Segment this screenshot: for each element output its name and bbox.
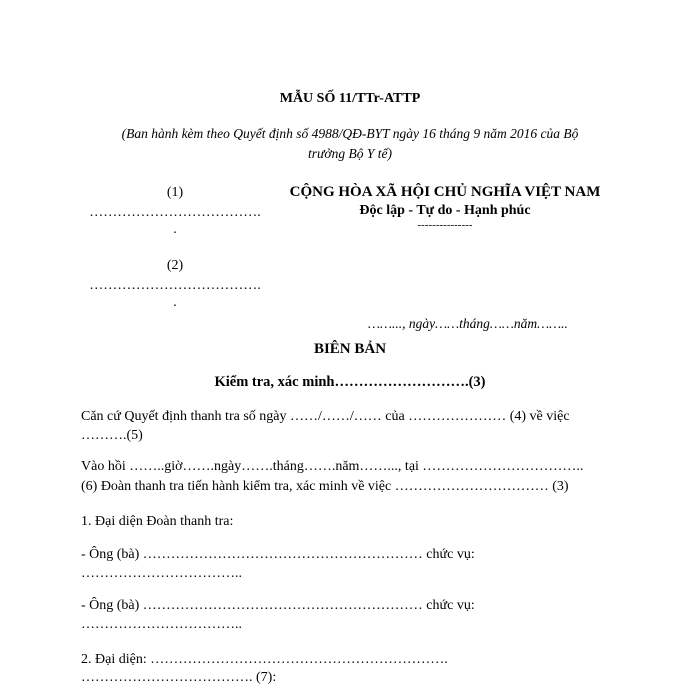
agency-dot-2: .: [173, 295, 177, 310]
document-title: BIÊN BẢN: [313, 341, 387, 357]
agency-dots-2: ……………………………….: [89, 278, 261, 293]
body-line-time-place: Vào hồi ……..giờ…….ngày…….tháng…….năm……..., tại ……………………………..: [81, 459, 584, 474]
national-motto: Độc lập - Tự do - Hạnh phúc: [359, 203, 531, 218]
body-line-member-2: - Ông (bà) …………………………………………………… chức vụ:: [81, 598, 475, 613]
body-line-representative-detail: ………………………………. (7):: [81, 670, 277, 685]
section-heading-inspection-team: 1. Đại diện Đoàn thanh tra:: [81, 514, 234, 529]
date-line: ……..., ngày……tháng……năm……..: [368, 316, 568, 331]
body-line-inspection: (6) Đoàn thanh tra tiến hành kiểm tra, xác minh về việc …………………………… (3): [81, 479, 569, 494]
agency-number-1: (1): [166, 185, 184, 200]
body-line-subject: ……….(5): [81, 428, 143, 443]
body-line-member-1: - Ông (bà) …………………………………………………… chức vụ:: [81, 547, 475, 562]
motto-divider: ---------------: [417, 219, 473, 231]
decision-reference-line1: (Ban hành kèm theo Quyết định số 4988/QĐ-BYT ngày 16 tháng 9 năm 2016 của Bộ: [121, 126, 579, 141]
document-subtitle: Kiểm tra, xác minh……………………….(3): [214, 374, 486, 390]
agency-dots-1: ……………………………….: [89, 205, 261, 220]
body-line-member-2-position: ……………………………..: [81, 617, 242, 632]
body-line-legal-basis: Căn cứ Quyết định thanh tra số ngày ……/……/…… của ………………… (4) về việc: [81, 409, 570, 424]
body-line-member-1-position: ……………………………..: [81, 566, 242, 581]
decision-reference-line2: trưởng Bộ Y tế): [308, 146, 392, 161]
agency-number-2: (2): [166, 258, 184, 273]
section-heading-representative: 2. Đại diện: ……………………………………………………….: [81, 652, 448, 667]
form-code: MẪU SỐ 11/TTr-ATTP: [279, 91, 421, 106]
national-title: CỘNG HÒA XÃ HỘI CHỦ NGHĨA VIỆT NAM: [289, 184, 601, 200]
agency-dot-1: .: [173, 222, 177, 237]
